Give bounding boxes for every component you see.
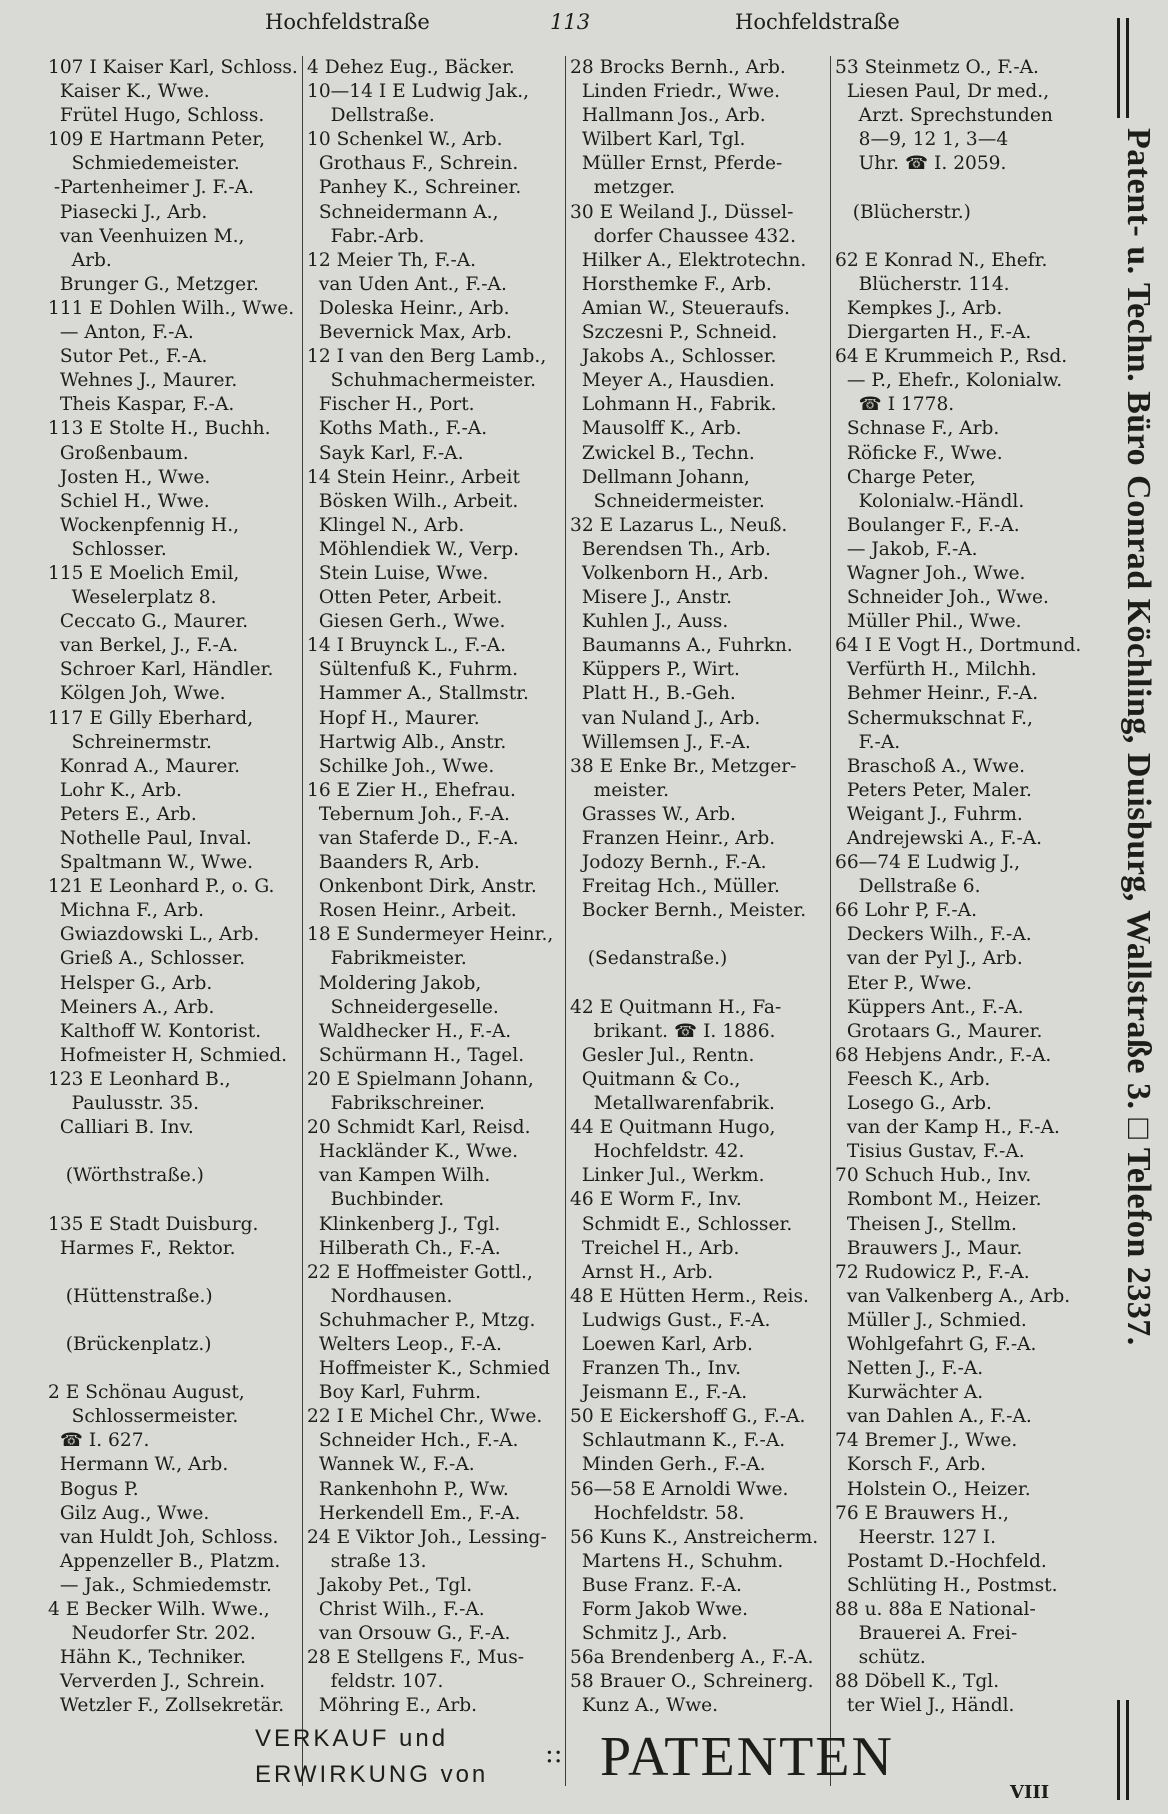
directory-entry-line: 74 Bremer J., Wwe. xyxy=(835,1430,1018,1452)
directory-entry-line: 20 Schmidt Karl, Reisd. xyxy=(307,1117,531,1139)
directory-entry-line: 66—74 E Ludwig J., xyxy=(835,852,1021,874)
directory-entry-line: Szczesni P., Schneid. xyxy=(570,322,778,344)
header-street-right: Hochfeldstraße xyxy=(735,10,900,34)
directory-entry-line: 12 I van den Berg Lamb., xyxy=(307,346,547,368)
directory-entry-line: Onkenbont Dirk, Anstr. xyxy=(307,876,537,898)
footer-line-2: ERWIRKUNG von xyxy=(255,1761,489,1788)
directory-entry-line: — P., Ehefr., Kolonialw. xyxy=(835,370,1063,392)
directory-entry-line: Kalthoff W. Kontorist. xyxy=(48,1020,262,1042)
directory-entry-line: Rombont M., Heizer. xyxy=(835,1189,1042,1211)
directory-entry-line: Klingel N., Arb. xyxy=(307,514,465,536)
directory-entry-line: 56a Brendenberg A., F.-A. xyxy=(570,1647,814,1669)
directory-entry-line: Peters Peter, Maler. xyxy=(835,779,1032,801)
directory-entry-line: Boy Karl, Fuhrm. xyxy=(307,1382,482,1404)
directory-entry-line: Minden Gerh., F.-A. xyxy=(570,1454,766,1476)
directory-entry-line: F.-A. xyxy=(835,731,901,753)
directory-entry-line: van Valkenberg A., Arb. xyxy=(835,1285,1071,1307)
directory-entry-line xyxy=(48,1261,300,1285)
directory-entry-line: Hochfeldstr. 42. xyxy=(570,1141,745,1163)
directory-entry-line: Fabrikschreiner. xyxy=(307,1093,485,1115)
directory-entry-line: 38 E Enke Br., Metzger- xyxy=(570,755,797,777)
directory-entry-line: Schmiedemeister. xyxy=(48,153,240,175)
directory-entry-line: Müller Ernst, Pferde- xyxy=(570,153,783,175)
directory-entry-line: 53 Steinmetz O., F.-A. xyxy=(835,57,1039,78)
directory-entry-line: Weigant J., Fuhrm. xyxy=(835,803,1023,825)
directory-entry-line: Schürmann H., Tagel. xyxy=(307,1044,525,1066)
directory-entry-line: Rankenhohn P., Ww. xyxy=(307,1478,509,1500)
directory-entry-line: Arzt. Sprechstunden xyxy=(835,105,1053,127)
directory-entry-line: 4 Dehez Eug., Bäcker. xyxy=(307,57,515,78)
directory-entry-line: (Brückenplatz.) xyxy=(48,1333,212,1355)
directory-entry-line: Neudorfer Str. 202. xyxy=(48,1623,256,1645)
double-rule xyxy=(1117,1700,1129,1800)
directory-entry-line: Fischer H., Port. xyxy=(307,394,475,416)
directory-entry-line: Hilker A., Elektrotechn. xyxy=(570,249,807,271)
directory-entry-line: Michna F., Arb. xyxy=(48,900,205,922)
directory-entry-line: 64 I E Vogt H., Dortmund. xyxy=(835,635,1082,657)
directory-entry-line: Blücherstr. 114. xyxy=(835,273,1010,295)
directory-entry-line: Buchbinder. xyxy=(307,1189,445,1211)
directory-entry-line: van Staferde D., F.-A. xyxy=(307,828,519,849)
directory-entry-line: Wehnes J., Maurer. xyxy=(48,370,238,392)
column-rule xyxy=(302,56,303,1786)
directory-entry-line: Hartwig Alb., Anstr. xyxy=(307,731,507,753)
directory-entry-line: Deckers Wilh., F.-A. xyxy=(835,924,1032,946)
directory-entry-line: 111 E Dohlen Wilh., Wwe. xyxy=(48,297,295,319)
directory-entry-line: — Jakob, F.-A. xyxy=(835,538,978,560)
directory-entry-line: Schlautmann K., F.-A. xyxy=(570,1430,786,1452)
directory-entry-line: Röficke F., Wwe. xyxy=(835,442,1003,464)
directory-entry-line: (Sedanstraße.) xyxy=(570,948,728,970)
directory-entry-line: Paulusstr. 35. xyxy=(48,1093,200,1115)
directory-entry-line: Schneider Hch., F.-A. xyxy=(307,1430,519,1452)
directory-entry-line: Linker Jul., Werkm. xyxy=(570,1165,765,1187)
directory-entry-line: Müller Phil., Wwe. xyxy=(835,611,1022,633)
directory-entry-line: Diergarten H., F.-A. xyxy=(835,322,1032,344)
directory-entry-line: Eter P., Wwe. xyxy=(835,972,973,994)
directory-entry-line xyxy=(48,1357,300,1381)
directory-entry-line: 76 E Brauwers H., xyxy=(835,1502,1009,1524)
directory-entry-line xyxy=(570,972,828,996)
directory-entry-line: 88 u. 88a E National- xyxy=(835,1599,1036,1620)
directory-entry-line: Zwickel B., Techn. xyxy=(570,442,755,464)
directory-entry-line: Schiel H., Wwe. xyxy=(48,490,210,512)
directory-entry-line: Brunger G., Metzger. xyxy=(48,273,259,295)
directory-entry-line: Holstein O., Heizer. xyxy=(835,1478,1031,1500)
directory-entry-line: 10—14 I E Ludwig Jak., xyxy=(307,81,530,103)
directory-entry-line: Baanders R, Arb. xyxy=(307,852,480,874)
directory-entry-line: Grasses W., Arb. xyxy=(570,803,736,825)
directory-entry-line: 22 E Hoffmeister Gottl., xyxy=(307,1261,533,1283)
footer-advertisement xyxy=(255,1725,1055,1805)
directory-entry-line: Freitag Hch., Müller. xyxy=(570,876,780,898)
directory-entry-line: Schneidermeister. xyxy=(570,490,765,512)
directory-entry-line xyxy=(48,1309,300,1333)
directory-entry-line: 4 E Becker Wilh. Wwe., xyxy=(48,1599,270,1620)
directory-entry-line: 2 E Schönau August, xyxy=(48,1382,245,1404)
directory-entry-line: Wagner Joh., Wwe. xyxy=(835,562,1026,584)
directory-entry-line: Losego G., Arb. xyxy=(835,1093,992,1115)
directory-entry-line: Meyer A., Hausdien. xyxy=(570,370,775,392)
directory-entry-line: 107 I Kaiser Karl, Schloss. xyxy=(48,57,298,78)
signature-mark: VIII xyxy=(1010,1782,1050,1803)
footer-line-1: VERKAUF und xyxy=(255,1725,449,1752)
directory-entry-line: metzger. xyxy=(570,177,676,199)
directory-entry-line: van Veenhuizen M., xyxy=(48,225,245,247)
directory-entry-line: Volkenborn H., Arb. xyxy=(570,562,769,584)
directory-entry-line: Wilbert Karl, Tgl. xyxy=(570,129,746,151)
directory-entry-line: ter Wiel J., Händl. xyxy=(835,1695,1015,1717)
directory-entry-line: Helsper G., Arb. xyxy=(48,972,213,994)
footer-separator: :: xyxy=(545,1739,563,1769)
directory-entry-line: 56 Kuns K., Anstreicherm. xyxy=(570,1526,819,1548)
directory-entry-line: Meiners A., Arb. xyxy=(48,996,215,1018)
directory-entry-line: Verfürth H., Milchh. xyxy=(835,659,1037,681)
directory-entry-line: Sutor Pet., F.-A. xyxy=(48,346,208,368)
directory-entry-line: Spaltmann W., Wwe. xyxy=(48,852,254,874)
directory-entry-line: Welters Leop., F.-A. xyxy=(307,1333,502,1355)
directory-entry-line: (Hüttenstraße.) xyxy=(48,1285,213,1307)
directory-entry-line: Großenbaum. xyxy=(48,442,189,464)
directory-entry-line: Grotaars G., Maurer. xyxy=(835,1020,1043,1042)
directory-entry-line: 113 E Stolte H., Buchh. xyxy=(48,418,271,440)
directory-entry-line: Schneidermann A., xyxy=(307,201,499,223)
directory-entry-line: Christ Wilh., F.-A. xyxy=(307,1599,485,1620)
directory-entry-line: Theisen J., Stellm. xyxy=(835,1213,1017,1235)
directory-entry-line: Franzen Th., Inv. xyxy=(570,1358,741,1380)
directory-entry-line: van Orsouw G., F.-A. xyxy=(307,1623,511,1645)
directory-entry-line: Quitmann & Co., xyxy=(570,1068,741,1090)
directory-entry-line: van Nuland J., Arb. xyxy=(570,707,761,729)
directory-entry-line: 115 E Moelich Emil, xyxy=(48,562,240,584)
directory-entry-line: -Partenheimer J. F.-A. xyxy=(48,177,255,199)
directory-entry-line: Kolonialw.-Händl. xyxy=(835,490,1025,512)
directory-entry-line: Kuhlen J., Auss. xyxy=(570,611,729,633)
directory-entry-line: Mausolff K., Arb. xyxy=(570,418,742,440)
directory-entry-line: 8—9, 12 1, 3—4 xyxy=(835,129,1009,151)
directory-entry-line: Brauwers J., Maur. xyxy=(835,1237,1023,1259)
directory-entry-line: Wohlgefahrt G, F.-A. xyxy=(835,1333,1037,1355)
directory-entry-line: meister. xyxy=(570,779,669,801)
directory-entry-line: Bogus P. xyxy=(48,1478,139,1500)
directory-entry-line: Schneidergeselle. xyxy=(307,996,499,1018)
directory-entry-line: Misere J., Anstr. xyxy=(570,587,733,609)
directory-entry-line: Bocker Bernh., Meister. xyxy=(570,900,807,922)
directory-entry-line: Peters E., Arb. xyxy=(48,803,197,825)
directory-entry-line: Schlossermeister. xyxy=(48,1406,239,1428)
directory-entry-line: 30 E Weiland J., Düssel- xyxy=(570,201,794,223)
directory-column-2 xyxy=(307,56,562,1718)
directory-entry-line: 14 I Bruynck L., F.-A. xyxy=(307,635,507,657)
directory-entry-line: Hofmeister H, Schmied. xyxy=(48,1044,288,1066)
directory-entry-line: Koths Math., F.-A. xyxy=(307,418,488,440)
directory-entry-line: Schnase F., Arb. xyxy=(835,418,1000,440)
directory-entry-line: Uhr. ☎ I. 2059. xyxy=(835,153,1007,175)
directory-entry-line: Jodozy Bernh., F.-A. xyxy=(570,852,767,874)
directory-entry-line: Wannek W., F.-A. xyxy=(307,1454,475,1476)
directory-entry-line: Wetzler F., Zollsekretär. xyxy=(48,1695,285,1717)
directory-entry-line: 109 E Hartmann Peter, xyxy=(48,129,266,151)
directory-entry-line: Dellmann Johann, xyxy=(570,466,750,488)
directory-entry-line: (Blücherstr.) xyxy=(835,201,971,223)
directory-entry-line: Lohmann H., Fabrik. xyxy=(570,394,777,416)
directory-entry-line: Loewen Karl, Arb. xyxy=(570,1333,753,1355)
directory-entry-line: Lohr K., Arb. xyxy=(48,779,182,801)
directory-entry-line: Hähn K., Techniker. xyxy=(48,1647,246,1669)
directory-entry-line: Franzen Heinr., Arb. xyxy=(570,828,776,849)
directory-entry-line: Appenzeller B., Platzm. xyxy=(48,1550,281,1572)
directory-entry-line: Kölgen Joh, Wwe. xyxy=(48,683,226,705)
directory-entry-line: Ludwigs Gust., F.-A. xyxy=(570,1309,771,1331)
directory-entry-line: van der Pyl J., Arb. xyxy=(835,948,1023,970)
directory-entry-line: Behmer Heinr., F.-A. xyxy=(835,683,1039,705)
directory-entry-line: Treichel H., Arb. xyxy=(570,1237,740,1259)
directory-entry-line: Nothelle Paul, Inval. xyxy=(48,828,252,849)
directory-entry-line: Schuhmachermeister. xyxy=(307,370,537,392)
directory-entry-line: Hermann W., Arb. xyxy=(48,1454,229,1476)
side-ad-text: Patent- u. Techn. Büro Conrad Köchling, Duisburg, Wallstraße 3. □ Telefon 2337. xyxy=(1120,128,1157,1346)
directory-entry-line: 18 E Sundermeyer Heinr., xyxy=(307,924,554,946)
directory-entry-line: van Kampen Wilh. xyxy=(307,1165,491,1187)
directory-entry-line: 16 E Zier H., Ehefrau. xyxy=(307,779,516,801)
directory-entry-line: Buse Franz. F.-A. xyxy=(570,1574,742,1596)
directory-entry-line: Willemsen J., F.-A. xyxy=(570,731,751,753)
directory-entry-line: 10 Schenkel W., Arb. xyxy=(307,129,503,151)
directory-entry-line: Piasecki J., Arb. xyxy=(48,201,208,223)
directory-entry-line: Jakoby Pet., Tgl. xyxy=(307,1574,473,1596)
directory-entry-line: Möhring E., Arb. xyxy=(307,1695,478,1717)
footer-headline: PATENTEN xyxy=(600,1726,894,1788)
directory-entry-line: Linden Friedr., Wwe. xyxy=(570,81,781,103)
directory-entry-line: Braschoß A., Wwe. xyxy=(835,755,1026,777)
directory-entry-line: Wockenpfennig H., xyxy=(48,514,240,536)
directory-entry-line: Schmitz J., Arb. xyxy=(570,1623,728,1645)
directory-entry-line: 117 E Gilly Eberhard, xyxy=(48,707,254,729)
directory-column-4 xyxy=(835,56,1090,1718)
directory-entry-line: Sayk Karl, F.-A. xyxy=(307,442,464,464)
directory-entry-line: 32 E Lazarus L., Neuß. xyxy=(570,514,788,536)
header-street-left: Hochfeldstraße xyxy=(265,10,430,34)
directory-entry-line: Horsthemke F., Arb. xyxy=(570,273,772,295)
directory-entry-line: Gwiazdowski L., Arb. xyxy=(48,924,260,946)
directory-entry-line: Grieß A., Schlosser. xyxy=(48,948,246,970)
directory-column-3 xyxy=(570,56,828,1718)
directory-entry-line: van Berkel, J., F.-A. xyxy=(48,635,239,657)
directory-entry-line: 28 Brocks Bernh., Arb. xyxy=(570,57,786,78)
directory-entry-line: Korsch F., Arb. xyxy=(835,1454,987,1476)
directory-entry-line: Jeismann E., F.-A. xyxy=(570,1382,748,1404)
directory-entry-line: 68 Hebjens Andr., F.-A. xyxy=(835,1044,1052,1066)
directory-entry-line: 58 Brauer O., Schreinerg. xyxy=(570,1671,814,1693)
directory-entry-line: Schermukschnat F., xyxy=(835,707,1033,729)
directory-entry-line: Bösken Wilh., Arbeit. xyxy=(307,490,519,512)
directory-entry-line: Küppers P., Wirt. xyxy=(570,659,740,681)
column-rule xyxy=(830,56,831,1786)
directory-entry-line: Waldhecker H., F.-A. xyxy=(307,1020,512,1042)
directory-entry-line: Fabr.-Arb. xyxy=(307,225,425,247)
directory-entry-line: Klinkenberg J., Tgl. xyxy=(307,1213,501,1235)
directory-entry-line: Frütel Hugo, Schloss. xyxy=(48,105,265,127)
directory-entry-line: feldstr. 107. xyxy=(307,1671,444,1693)
directory-entry-line: Bevernick Max, Arb. xyxy=(307,322,512,344)
directory-entry-line xyxy=(570,923,828,947)
directory-entry-line: Gilz Aug., Wwe. xyxy=(48,1502,210,1524)
directory-entry-line: 121 E Leonhard P., o. G. xyxy=(48,876,275,898)
directory-entry-line: 20 E Spielmann Johann, xyxy=(307,1068,534,1090)
directory-entry-line: Schlosser. xyxy=(48,538,167,560)
directory-entry-line: Ververden J., Schrein. xyxy=(48,1671,266,1693)
directory-entry-line: — Anton, F.-A. xyxy=(48,322,194,344)
page-header xyxy=(40,10,1090,44)
directory-entry-line: Liesen Paul, Dr med., xyxy=(835,81,1050,103)
directory-entry-line: Platt H., B.-Geh. xyxy=(570,683,736,705)
directory-entry-line: Berendsen Th., Arb. xyxy=(570,538,771,560)
directory-entry-line: Giesen Gerh., Wwe. xyxy=(307,611,506,633)
directory-entry-line: Moldering Jakob, xyxy=(307,972,482,994)
directory-entry-line: Amian W., Steueraufs. xyxy=(570,297,790,319)
directory-entry-line: Hoffmeister K., Schmied xyxy=(307,1358,551,1380)
directory-entry-line: Panhey K., Schreiner. xyxy=(307,177,522,199)
directory-entry-line: Kempkes J., Arb. xyxy=(835,297,1003,319)
directory-entry-line: Hilberath Ch., F.-A. xyxy=(307,1237,501,1259)
directory-entry-line: van der Kamp H., F.-A. xyxy=(835,1117,1060,1139)
directory-entry-line: Dellstraße 6. xyxy=(835,876,981,898)
double-rule xyxy=(1117,18,1129,118)
directory-entry-line: Baumanns A., Fuhrkn. xyxy=(570,635,793,657)
directory-entry-line: Herkendell Em., F.-A. xyxy=(307,1502,521,1524)
page-number: 113 xyxy=(550,10,591,34)
directory-entry-line: van Huldt Joh, Schloss. xyxy=(48,1526,279,1548)
directory-entry-line: Tebernum Joh., F.-A. xyxy=(307,803,510,825)
directory-entry-line: Andrejewski A., F.-A. xyxy=(835,828,1043,849)
directory-entry-line: 66 Lohr P, F.-A. xyxy=(835,900,977,922)
directory-entry-line xyxy=(48,1188,300,1212)
directory-entry-line: Martens H., Schuhm. xyxy=(570,1550,784,1572)
directory-entry-line: Brauerei A. Frei- xyxy=(835,1623,1018,1645)
directory-entry-line: 48 E Hütten Herm., Reis. xyxy=(570,1285,809,1307)
directory-entry-line: Jakobs A., Schlosser. xyxy=(570,346,777,368)
directory-entry-line: Sültenfuß K., Fuhrm. xyxy=(307,659,519,681)
directory-entry-line: Tisius Gustav, F.-A. xyxy=(835,1141,1025,1163)
directory-entry-line: Schuhmacher P., Mtzg. xyxy=(307,1309,536,1331)
directory-entry-line: Hallmann Jos., Arb. xyxy=(570,105,766,127)
directory-entry-line xyxy=(835,176,1090,200)
directory-entry-line xyxy=(835,225,1090,249)
directory-entry-line: Charge Peter, xyxy=(835,466,976,488)
directory-entry-line: (Wörthstraße.) xyxy=(48,1165,204,1187)
directory-entry-line: 14 Stein Heinr., Arbeit xyxy=(307,466,520,488)
directory-entry-line: 62 E Konrad N., Ehefr. xyxy=(835,249,1048,271)
directory-entry-line: 88 Döbell K., Tgl. xyxy=(835,1671,1000,1693)
directory-entry-line: Schlüting H., Postmst. xyxy=(835,1574,1058,1596)
directory-entry-line: brikant. ☎ I. 1886. xyxy=(570,1020,776,1042)
directory-entry-line: Feesch K., Arb. xyxy=(835,1068,991,1090)
directory-entry-line: Calliari B. Inv. xyxy=(48,1117,194,1139)
directory-entry-line xyxy=(48,1140,300,1164)
directory-entry-line: Form Jakob Wwe. xyxy=(570,1599,749,1620)
directory-entry-line: Schneider Joh., Wwe. xyxy=(835,587,1049,609)
directory-entry-line: ☎ I 1778. xyxy=(835,394,955,416)
directory-entry-line: Schreinermstr. xyxy=(48,731,212,753)
directory-entry-line: Gesler Jul., Rentn. xyxy=(570,1044,755,1066)
directory-entry-line: Ceccato G., Maurer. xyxy=(48,611,249,633)
directory-entry-line: Grothaus F., Schrein. xyxy=(307,153,519,175)
directory-entry-line: Kaiser K., Wwe. xyxy=(48,81,210,103)
directory-entry-line: 50 E Eickershoff G., F.-A. xyxy=(570,1406,806,1428)
directory-entry-line: Dellstraße. xyxy=(307,105,435,127)
directory-entry-line: Nordhausen. xyxy=(307,1285,453,1307)
directory-entry-line: van Uden Ant., F.-A. xyxy=(307,273,507,295)
directory-entry-line: 46 E Worm F., Inv. xyxy=(570,1189,742,1211)
directory-entry-line: Hammer A., Stallmstr. xyxy=(307,683,529,705)
directory-entry-line: 70 Schuch Hub., Inv. xyxy=(835,1165,1032,1187)
directory-entry-line: Hopf H., Maurer. xyxy=(307,707,480,729)
column-rule xyxy=(565,56,566,1786)
directory-entry-line: 22 I E Michel Chr., Wwe. xyxy=(307,1406,543,1428)
directory-entry-line: Konrad A., Maurer. xyxy=(48,755,241,777)
directory-entry-line: ☎ I. 627. xyxy=(48,1430,150,1452)
directory-entry-line: Netten J., F.-A. xyxy=(835,1358,984,1380)
directory-entry-line: Metallwarenfabrik. xyxy=(570,1093,775,1115)
directory-entry-line: Kurwächter A. xyxy=(835,1382,984,1404)
directory-entry-line: Otten Peter, Arbeit. xyxy=(307,587,503,609)
directory-entry-line: 123 E Leonhard B., xyxy=(48,1068,231,1090)
directory-entry-line: Stein Luise, Wwe. xyxy=(307,562,489,584)
directory-entry-line: Doleska Heinr., Arb. xyxy=(307,297,510,319)
directory-entry-line: schütz. xyxy=(835,1647,926,1669)
directory-entry-line: van Dahlen A., F.-A. xyxy=(835,1406,1032,1428)
directory-entry-line: Arb. xyxy=(48,249,112,271)
directory-entry-line: Müller J., Schmied. xyxy=(835,1309,1027,1331)
side-advertisement xyxy=(1095,0,1165,1814)
directory-entry-line: Rosen Heinr., Arbeit. xyxy=(307,900,517,922)
directory-entry-line: 56—58 E Arnoldi Wwe. xyxy=(570,1478,789,1500)
directory-column-1 xyxy=(48,56,300,1718)
directory-entry-line: Schilke Joh., Wwe. xyxy=(307,755,495,777)
directory-entry-line: 135 E Stadt Duisburg. xyxy=(48,1213,259,1235)
directory-entry-line: 72 Rudowicz P., F.-A. xyxy=(835,1261,1030,1283)
directory-entry-line: Kunz A., Wwe. xyxy=(570,1695,719,1717)
directory-entry-line: dorfer Chaussee 432. xyxy=(570,225,796,247)
directory-entry-line: Heerstr. 127 I. xyxy=(835,1526,997,1548)
directory-entry-line: Hochfeldstr. 58. xyxy=(570,1502,745,1524)
directory-entry-line: Schroer Karl, Händler. xyxy=(48,659,274,681)
directory-entry-line: Postamt D.-Hochfeld. xyxy=(835,1550,1047,1572)
directory-entry-line: Weselerplatz 8. xyxy=(48,587,217,609)
directory-entry-line: 44 E Quitmann Hugo, xyxy=(570,1117,776,1139)
directory-entry-line: Arnst H., Arb. xyxy=(570,1261,714,1283)
directory-entry-line: 12 Meier Th, F.-A. xyxy=(307,249,477,271)
directory-entry-line: Harmes F., Rektor. xyxy=(48,1237,236,1259)
directory-entry-line: — Jak., Schmiedemstr. xyxy=(48,1574,272,1596)
directory-entry-line: Theis Kaspar, F.-A. xyxy=(48,394,235,416)
directory-entry-line: 64 E Krummeich P., Rsd. xyxy=(835,346,1068,368)
directory-entry-line: 28 E Stellgens F., Mus- xyxy=(307,1647,525,1669)
directory-entry-line: 42 E Quitmann H., Fa- xyxy=(570,996,782,1018)
directory-entry-line: Schmidt E., Schlosser. xyxy=(570,1213,793,1235)
directory-entry-line: Hackländer K., Wwe. xyxy=(307,1141,519,1163)
directory-entry-line: Möhlendiek W., Verp. xyxy=(307,538,520,560)
directory-entry-line: Josten H., Wwe. xyxy=(48,466,211,488)
directory-entry-line: Küppers Ant., F.-A. xyxy=(835,996,1024,1018)
directory-entry-line: 24 E Viktor Joh., Lessing- xyxy=(307,1526,547,1548)
directory-entry-line: straße 13. xyxy=(307,1550,427,1572)
directory-entry-line: Fabrikmeister. xyxy=(307,948,467,970)
directory-entry-line: Boulanger F., F.-A. xyxy=(835,514,1020,536)
